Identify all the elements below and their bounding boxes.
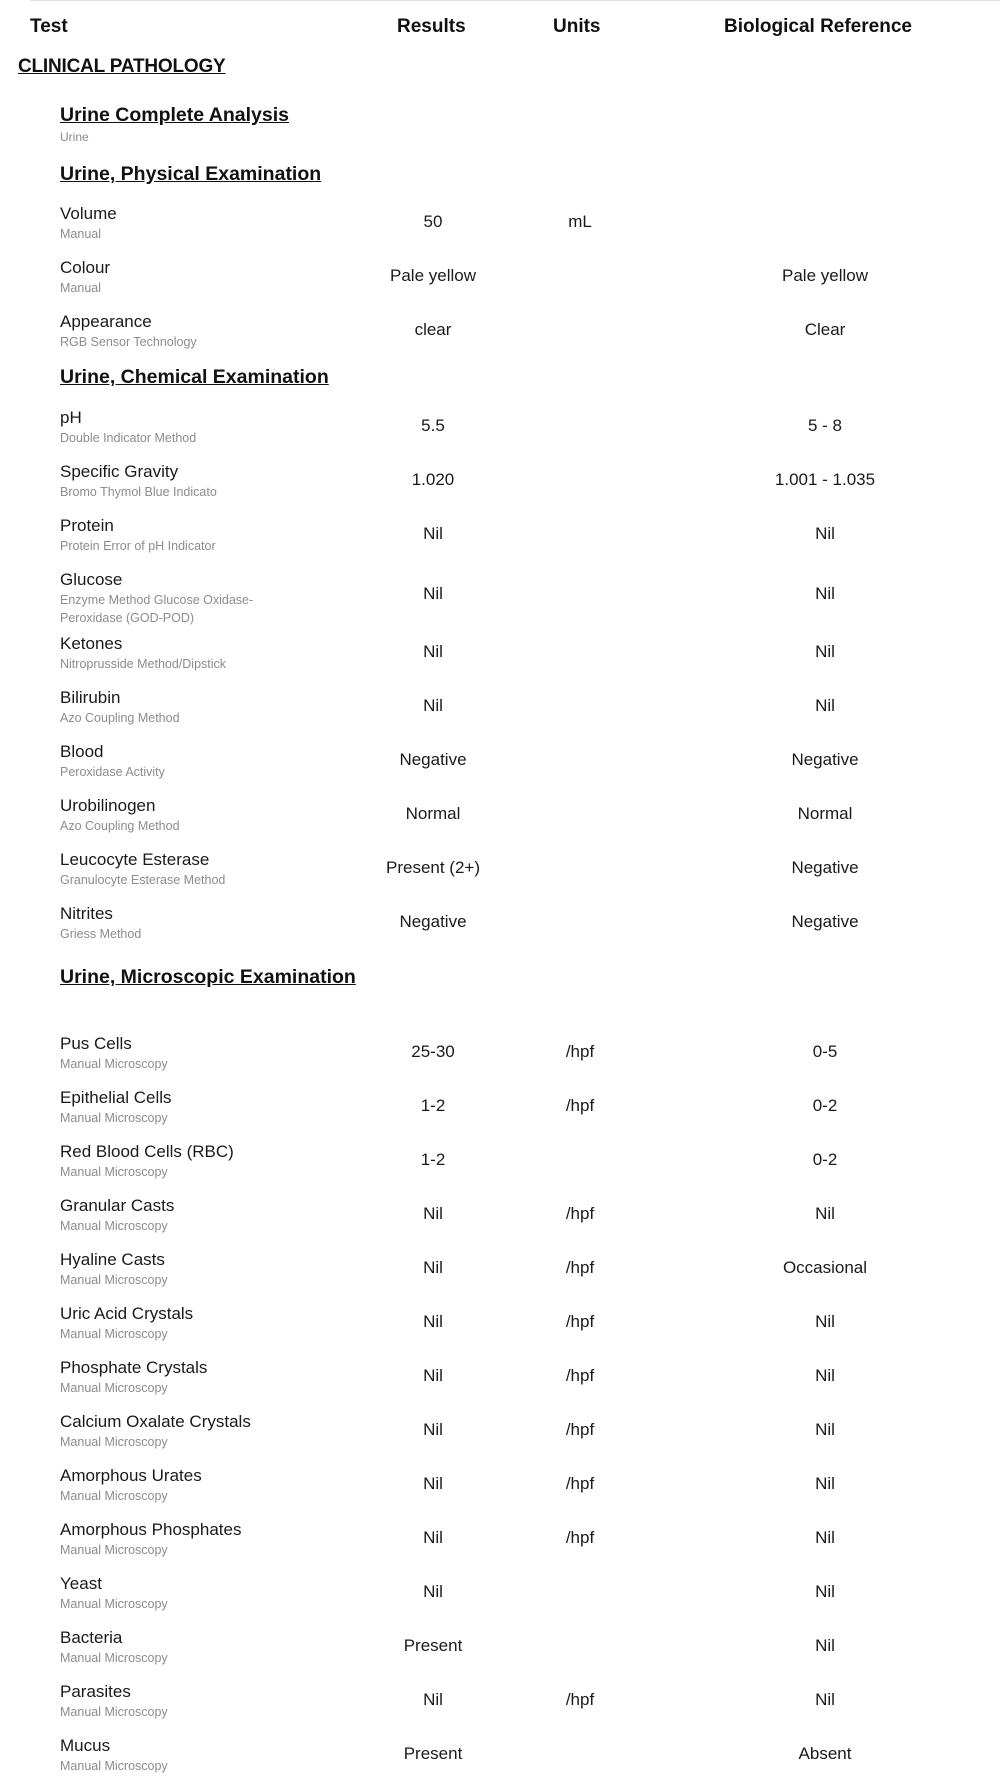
table-row [0,796,1000,846]
reference-value: Absent [798,1744,852,1763]
test-name: Colour [60,258,111,277]
test-method: Manual Microscopy [60,1759,168,1773]
unit-value: /hpf [565,1474,595,1493]
reference-value: Negative [791,750,859,769]
result-value: Nil [423,1582,443,1601]
reference-value: Nil [815,1420,835,1439]
test-name: Protein [60,516,114,535]
test-name: Leucocyte Esterase [60,850,210,869]
result-value: clear [414,320,452,339]
table-row [0,570,1000,625]
unit-value: /hpf [565,1366,595,1385]
test-name: Parasites [60,1682,131,1701]
result-value: Nil [423,1474,443,1493]
test-method: Manual Microscopy [60,1435,168,1449]
test-method: Azo Coupling Method [60,819,180,833]
result-value: Nil [423,1528,443,1547]
test-name: Amorphous Phosphates [60,1520,242,1539]
test-method: Manual Microscopy [60,1381,168,1395]
unit-value: /hpf [565,1312,595,1331]
reference-value: Nil [815,1312,835,1331]
test-method: Granulocyte Esterase Method [60,873,226,887]
table-row [0,904,1000,954]
table-row [0,688,1000,738]
result-value: Nil [423,1204,443,1223]
panel-specimen: Urine [60,130,89,144]
test-name: Glucose [60,570,123,589]
test-name: Urobilinogen [60,796,156,815]
table-row [0,1574,1000,1624]
test-name: Hyaline Casts [60,1250,165,1269]
table-row [0,1088,1000,1138]
test-method: Manual Microscopy [60,1543,168,1557]
reference-value: Nil [815,1366,835,1385]
unit-value: mL [568,212,592,231]
table-row [0,1628,1000,1678]
column-header-results: Results [397,16,466,37]
unit-value: /hpf [565,1420,595,1439]
reference-value: Occasional [782,1258,868,1277]
table-row [0,1358,1000,1408]
table-row [0,312,1000,362]
reference-value: Nil [815,696,835,715]
table-row [0,1142,1000,1192]
table-row [0,1196,1000,1246]
result-value: 1-2 [420,1150,446,1169]
section-title: Urine, Chemical Examination [60,366,329,388]
table-row [0,850,1000,900]
test-method: Manual [60,281,101,295]
test-method: Manual Microscopy [60,1165,168,1179]
result-value: Pale yellow [390,266,476,285]
unit-value: /hpf [565,1528,595,1547]
table-row [0,742,1000,792]
test-name: pH [60,408,82,427]
reference-value: 0-2 [812,1096,838,1115]
table-row [0,258,1000,308]
reference-value: 0-5 [812,1042,838,1061]
result-value: Present (2+) [385,858,480,877]
reference-value: Nil [815,524,835,543]
reference-value: 5 - 8 [807,416,843,435]
result-value: Nil [423,1366,443,1385]
result-value: 5.5 [421,416,445,435]
test-name: Bacteria [60,1628,123,1647]
test-name: Specific Gravity [60,462,179,481]
table-row [0,1682,1000,1732]
table-row [0,634,1000,684]
unit-value: /hpf [565,1204,595,1223]
unit-value: /hpf [565,1690,595,1709]
section-title: Urine, Microscopic Examination [60,966,356,988]
test-name: Pus Cells [60,1034,132,1053]
reference-value: Nil [815,642,835,661]
test-method: Manual Microscopy [60,1219,168,1233]
test-name: Yeast [60,1574,102,1593]
result-value: Present [403,1744,463,1763]
reference-value: Nil [815,1636,835,1655]
test-name: Amorphous Urates [60,1466,202,1485]
table-row [0,1034,1000,1084]
test-method: Manual [60,227,101,241]
test-method: Protein Error of pH Indicator [60,539,216,553]
table-row [0,408,1000,458]
result-value: Nil [423,1420,443,1439]
table-row [0,1304,1000,1354]
test-method: Manual Microscopy [60,1705,168,1719]
test-method: Manual Microscopy [60,1597,168,1611]
section-title: Urine, Physical Examination [60,163,322,185]
reference-value: Nil [815,1582,835,1601]
test-name: Mucus [60,1736,111,1755]
test-method: Azo Coupling Method [60,711,180,725]
result-value: Nil [423,642,443,661]
result-value: Nil [423,1312,443,1331]
table-row [0,1466,1000,1516]
test-name: Bilirubin [60,688,121,707]
test-method: Peroxidase Activity [60,765,165,779]
reference-value: Nil [815,1528,835,1547]
result-value: 25-30 [411,1042,455,1061]
top-divider [30,0,1000,1]
reference-value: Nil [815,1204,835,1223]
test-name: Uric Acid Crystals [60,1304,194,1323]
test-method: Griess Method [60,927,142,941]
reference-value: Negative [791,912,859,931]
test-method: Manual Microscopy [60,1057,168,1071]
result-value: Negative [399,750,467,769]
reference-value: Clear [804,320,846,339]
test-method: Manual Microscopy [60,1489,168,1503]
reference-value: Nil [815,584,835,603]
result-value: Present [403,1636,463,1655]
table-row [0,1250,1000,1300]
result-value: Normal [405,804,461,823]
reference-value: Normal [797,804,853,823]
column-header-test: Test [30,16,68,37]
table-row [0,516,1000,566]
result-value: Nil [423,1258,443,1277]
reference-value: 1.001 - 1.035 [774,470,876,489]
test-name: Volume [60,204,117,223]
test-name: Blood [60,742,104,761]
reference-value: Pale yellow [782,266,868,285]
test-method: Bromo Thymol Blue Indicato [60,485,217,499]
test-name: Phosphate Crystals [60,1358,208,1377]
reference-value: Nil [815,1474,835,1493]
test-name: Epithelial Cells [60,1088,172,1107]
result-value: 1-2 [420,1096,446,1115]
table-row [0,204,1000,254]
result-value: Nil [423,584,443,603]
test-name: Red Blood Cells (RBC) [60,1142,234,1161]
unit-value: /hpf [565,1042,595,1061]
test-method: RGB Sensor Technology [60,335,197,349]
panel-title: Urine Complete Analysis [60,104,290,126]
test-method: Manual Microscopy [60,1273,168,1287]
reference-value: Nil [815,1690,835,1709]
reference-value: 0-2 [812,1150,838,1169]
test-name: Appearance [60,312,152,331]
test-method: Manual Microscopy [60,1327,168,1341]
column-header-reference: Biological Reference [724,16,912,37]
result-value: 50 [423,212,443,231]
table-row [0,1412,1000,1462]
test-name: Ketones [60,634,123,653]
department-title: CLINICAL PATHOLOGY [18,56,226,77]
table-row [0,462,1000,512]
unit-value: /hpf [565,1258,595,1277]
test-name: Calcium Oxalate Crystals [60,1412,251,1431]
reference-value: Negative [791,858,859,877]
unit-value: /hpf [565,1096,595,1115]
result-value: Negative [399,912,467,931]
test-name: Nitrites [60,904,113,923]
test-method: Nitroprusside Method/Dipstick [60,657,227,671]
result-value: 1.020 [411,470,455,489]
test-method: Manual Microscopy [60,1111,168,1125]
result-value: Nil [423,524,443,543]
table-row [0,1736,1000,1786]
result-value: Nil [423,1690,443,1709]
column-header-units: Units [553,16,601,37]
result-value: Nil [423,696,443,715]
test-method: Double Indicator Method [60,431,197,445]
test-name: Granular Casts [60,1196,175,1215]
test-method: Enzyme Method Glucose Oxidase-Peroxidase (GOD-POD) [60,593,254,625]
test-method: Manual Microscopy [60,1651,168,1665]
table-row [0,1520,1000,1570]
